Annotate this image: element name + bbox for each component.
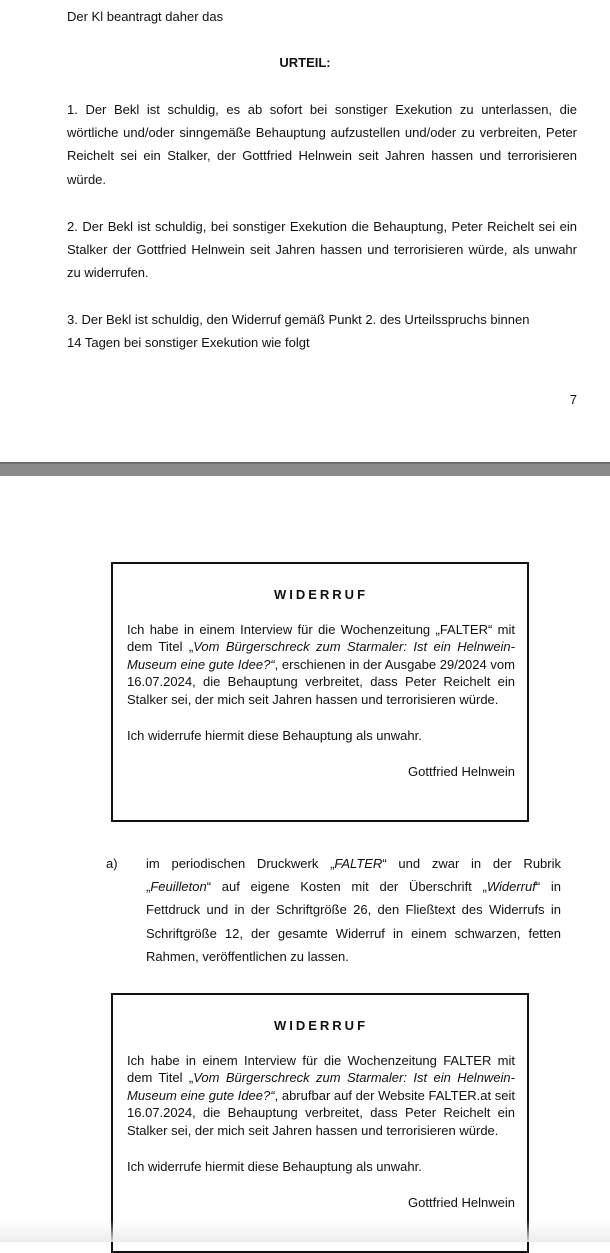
item-a-widerruf: Widerruf	[486, 879, 536, 895]
revocation-signature: Gottfried Helnwein	[408, 1195, 515, 1211]
revocation-text-before: Ich habe in einem Interview für die Wochenzeitung FALTER mit dem Titel „	[127, 1053, 515, 1086]
verdict-item-3-line-2: 14 Tagen bei sonstiger Exekution wie folgt	[67, 335, 310, 351]
revocation-text	[127, 1052, 515, 1139]
revocation-statement: Ich widerrufe hiermit diese Behauptung als unwahr.	[127, 728, 422, 744]
revocation-title: WIDERRUF	[273, 587, 369, 602]
item-a-part-3: “ und zwar in der Rubrik „	[146, 856, 561, 895]
intro-text: Der Kl beantragt daher das	[67, 9, 224, 24]
bottom-fade	[0, 1220, 610, 1242]
verdict-item-3	[67, 308, 577, 354]
page-divider	[0, 462, 610, 476]
item-a-part-1: im periodischen Druckwerk „	[146, 856, 335, 871]
verdict-item-3-line-1: 3. Der Bekl ist schuldig, den Widerruf gemäß Punkt 2. des Urteilsspruchs binnen	[67, 312, 530, 327]
revocation-text-before: Ich habe in einem Interview für die Wochenzeitung „FALTER“ mit dem Titel „	[127, 622, 515, 655]
revocation-signature: Gottfried Helnwein	[408, 764, 515, 780]
revocation-box-online	[111, 993, 529, 1253]
revocation-text	[127, 621, 515, 708]
article-title: Vom Bürgerschreck zum Starmaler: Ist ein Helnwein-Museum eine gute Idee?“	[127, 1070, 515, 1103]
verdict-heading: URTEIL:	[279, 55, 331, 70]
item-a-part-5: “ auf eigene Kosten mit der Überschrift „	[206, 879, 487, 895]
revocation-text-after: , abrufbar auf der Website FALTER.at seit 16.07.2024, die Behauptung verbreitet, dass Peter Reichelt ein Stalker sei, der mich seit Jahren hassen und terrorisieren würde.	[127, 1087, 515, 1138]
item-a-falter: FALTER	[334, 856, 383, 871]
revocation-text-after: , erschienen in der Ausgabe 29/2024 vom 16.07.2024, die Behauptung verbreitet, dass Peter Reichelt ein Stalker sei, der mich seit Jahren hassen und terrorisieren würde.	[127, 656, 515, 707]
page-number: 7	[569, 392, 577, 407]
item-a-label: a)	[106, 856, 118, 871]
revocation-title: WIDERRUF	[273, 1018, 369, 1033]
item-a-text	[146, 852, 561, 968]
verdict-item-2: 2. Der Bekl ist schuldig, bei sonstiger Exekution die Behauptung, Peter Reichelt sei ein Stalker der Gottfried Helnwein seit Jahren hassen und terrorisieren würde, als unwahr zu widerrufen.	[67, 219, 577, 281]
revocation-statement: Ich widerrufe hiermit diese Behauptung als unwahr.	[127, 1159, 422, 1175]
document-page-8	[0, 476, 610, 1242]
revocation-box-print	[111, 562, 529, 822]
verdict-item-1: 1. Der Bekl ist schuldig, es ab sofort bei sonstiger Exekution zu unterlassen, die wörtliche und/oder sinngemäße Behauptung aufzustellen und/oder zu verbreiten, Peter Reichelt sei ein Stalker, der Gottfried Helnwein seit Jahren hassen und terrorisieren würde.	[67, 102, 577, 187]
document-page-7	[0, 0, 610, 462]
item-a-feuilleton: Feuilleton	[150, 879, 207, 895]
item-a-part-7: “ in Fettdruck und in der Schriftgröße 26, den Fließtext des Widerrufs in Schriftgröße 12, der gesamte Widerruf in einem schwarzen, fetten Rahmen, veröffentlichen zu lassen.	[146, 879, 561, 964]
article-title: Vom Bürgerschreck zum Starmaler: Ist ein Helnwein-Museum eine gute Idee?“	[127, 639, 515, 672]
